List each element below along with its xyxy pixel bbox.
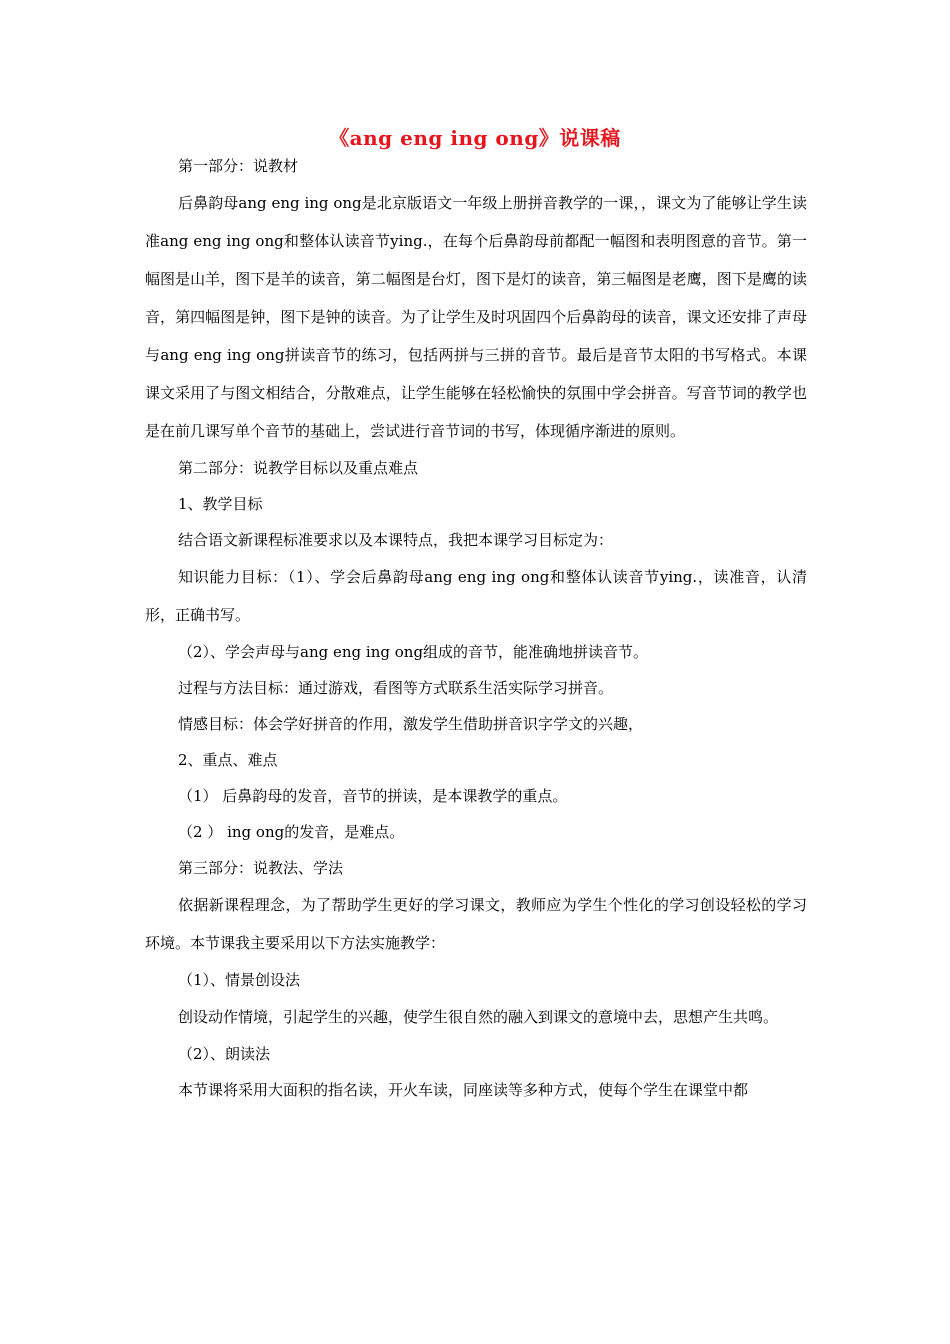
paragraph-methods-intro: 依据新课程理念，为了帮助学生更好的学习课文，教师应为学生个性化的学习创设轻松的学习环境。本节课我主要采用以下方法实施教学： [145,896,807,952]
document-title: 《ang eng ing ong》说课稿 [329,126,621,150]
paragraph-method-1: 创设动作情境，引起学生的兴趣，使学生很自然的融入到课文的意境中去，思想产生共鸣。 [178,1008,779,1026]
paragraph-emotion-goal: 情感目标：体会学好拼音的作用，激发学生借助拼音识字学文的兴趣， [178,715,644,733]
subheading-key-points: 2、重点、难点 [178,751,278,769]
section-heading-2: 第二部分：说教学目标以及重点难点 [178,459,419,477]
paragraph-knowledge-goal-2: （2）、学会声母与ang eng ing ong组成的音节，能准确地拼读音节。 [178,643,649,661]
paragraph-textbook-intro: 后鼻韵母ang eng ing ong是北京版语文一年级上册拼音教学的一课，，课文为了能够让学生读准ang eng ing ong和整体认读音节ying.，在每个后鼻韵母前都配一幅图和表明图意的音节。第一幅图是山羊，图下是羊的读音，第二幅图是台灯，图下是灯的读音，第三幅图是老鹰，图下是鹰的读音，第四幅图是钟，图下是钟的读音。为了让学生及时巩固四个后鼻韵母的读音，课文还安排了声母与ang eng ing ong拼读音节的练习，包括两拼与三拼的音节。最后是音节太阳的书写格式。本课课文采用了与图文相结合，分散难点，让学生能够在轻松愉快的氛围中学会拼音。写音节词的教学也是在前几课写单个音节的基础上，尝试进行音节词的书写，体现循序渐进的原则。 [145,194,807,440]
paragraph-key-point-1: （1） 后鼻韵母的发音，音节的拼读，是本课教学的重点。 [178,787,568,805]
section-heading-1: 第一部分：说教材 [178,157,299,175]
section-heading-3: 第三部分：说教法、学法 [178,859,344,877]
paragraph-knowledge-goal: 知识能力目标：（1）、学会后鼻韵母ang eng ing ong和整体认读音节ying.，读准音，认清形，正确书写。 [145,568,807,624]
paragraph-method-2: 本节课将采用大面积的指名读，开火车读，同座读等多种方式，使每个学生在课堂中都 [178,1081,749,1099]
paragraph-goals-intro: 结合语文新课程标准要求以及本课特点，我把本课学习目标定为： [178,531,614,549]
subheading-method-2: （2）、朗读法 [178,1045,271,1063]
paragraph-key-point-2: （2 ） ing ong的发音，是难点。 [178,823,405,841]
paragraph-process-goal: 过程与方法目标：通过游戏，看图等方式联系生活实际学习拼音。 [178,679,614,697]
subheading-method-1: （1）、情景创设法 [178,971,301,989]
subheading-teaching-goals: 1、教学目标 [178,495,263,513]
document-body [145,148,807,1108]
